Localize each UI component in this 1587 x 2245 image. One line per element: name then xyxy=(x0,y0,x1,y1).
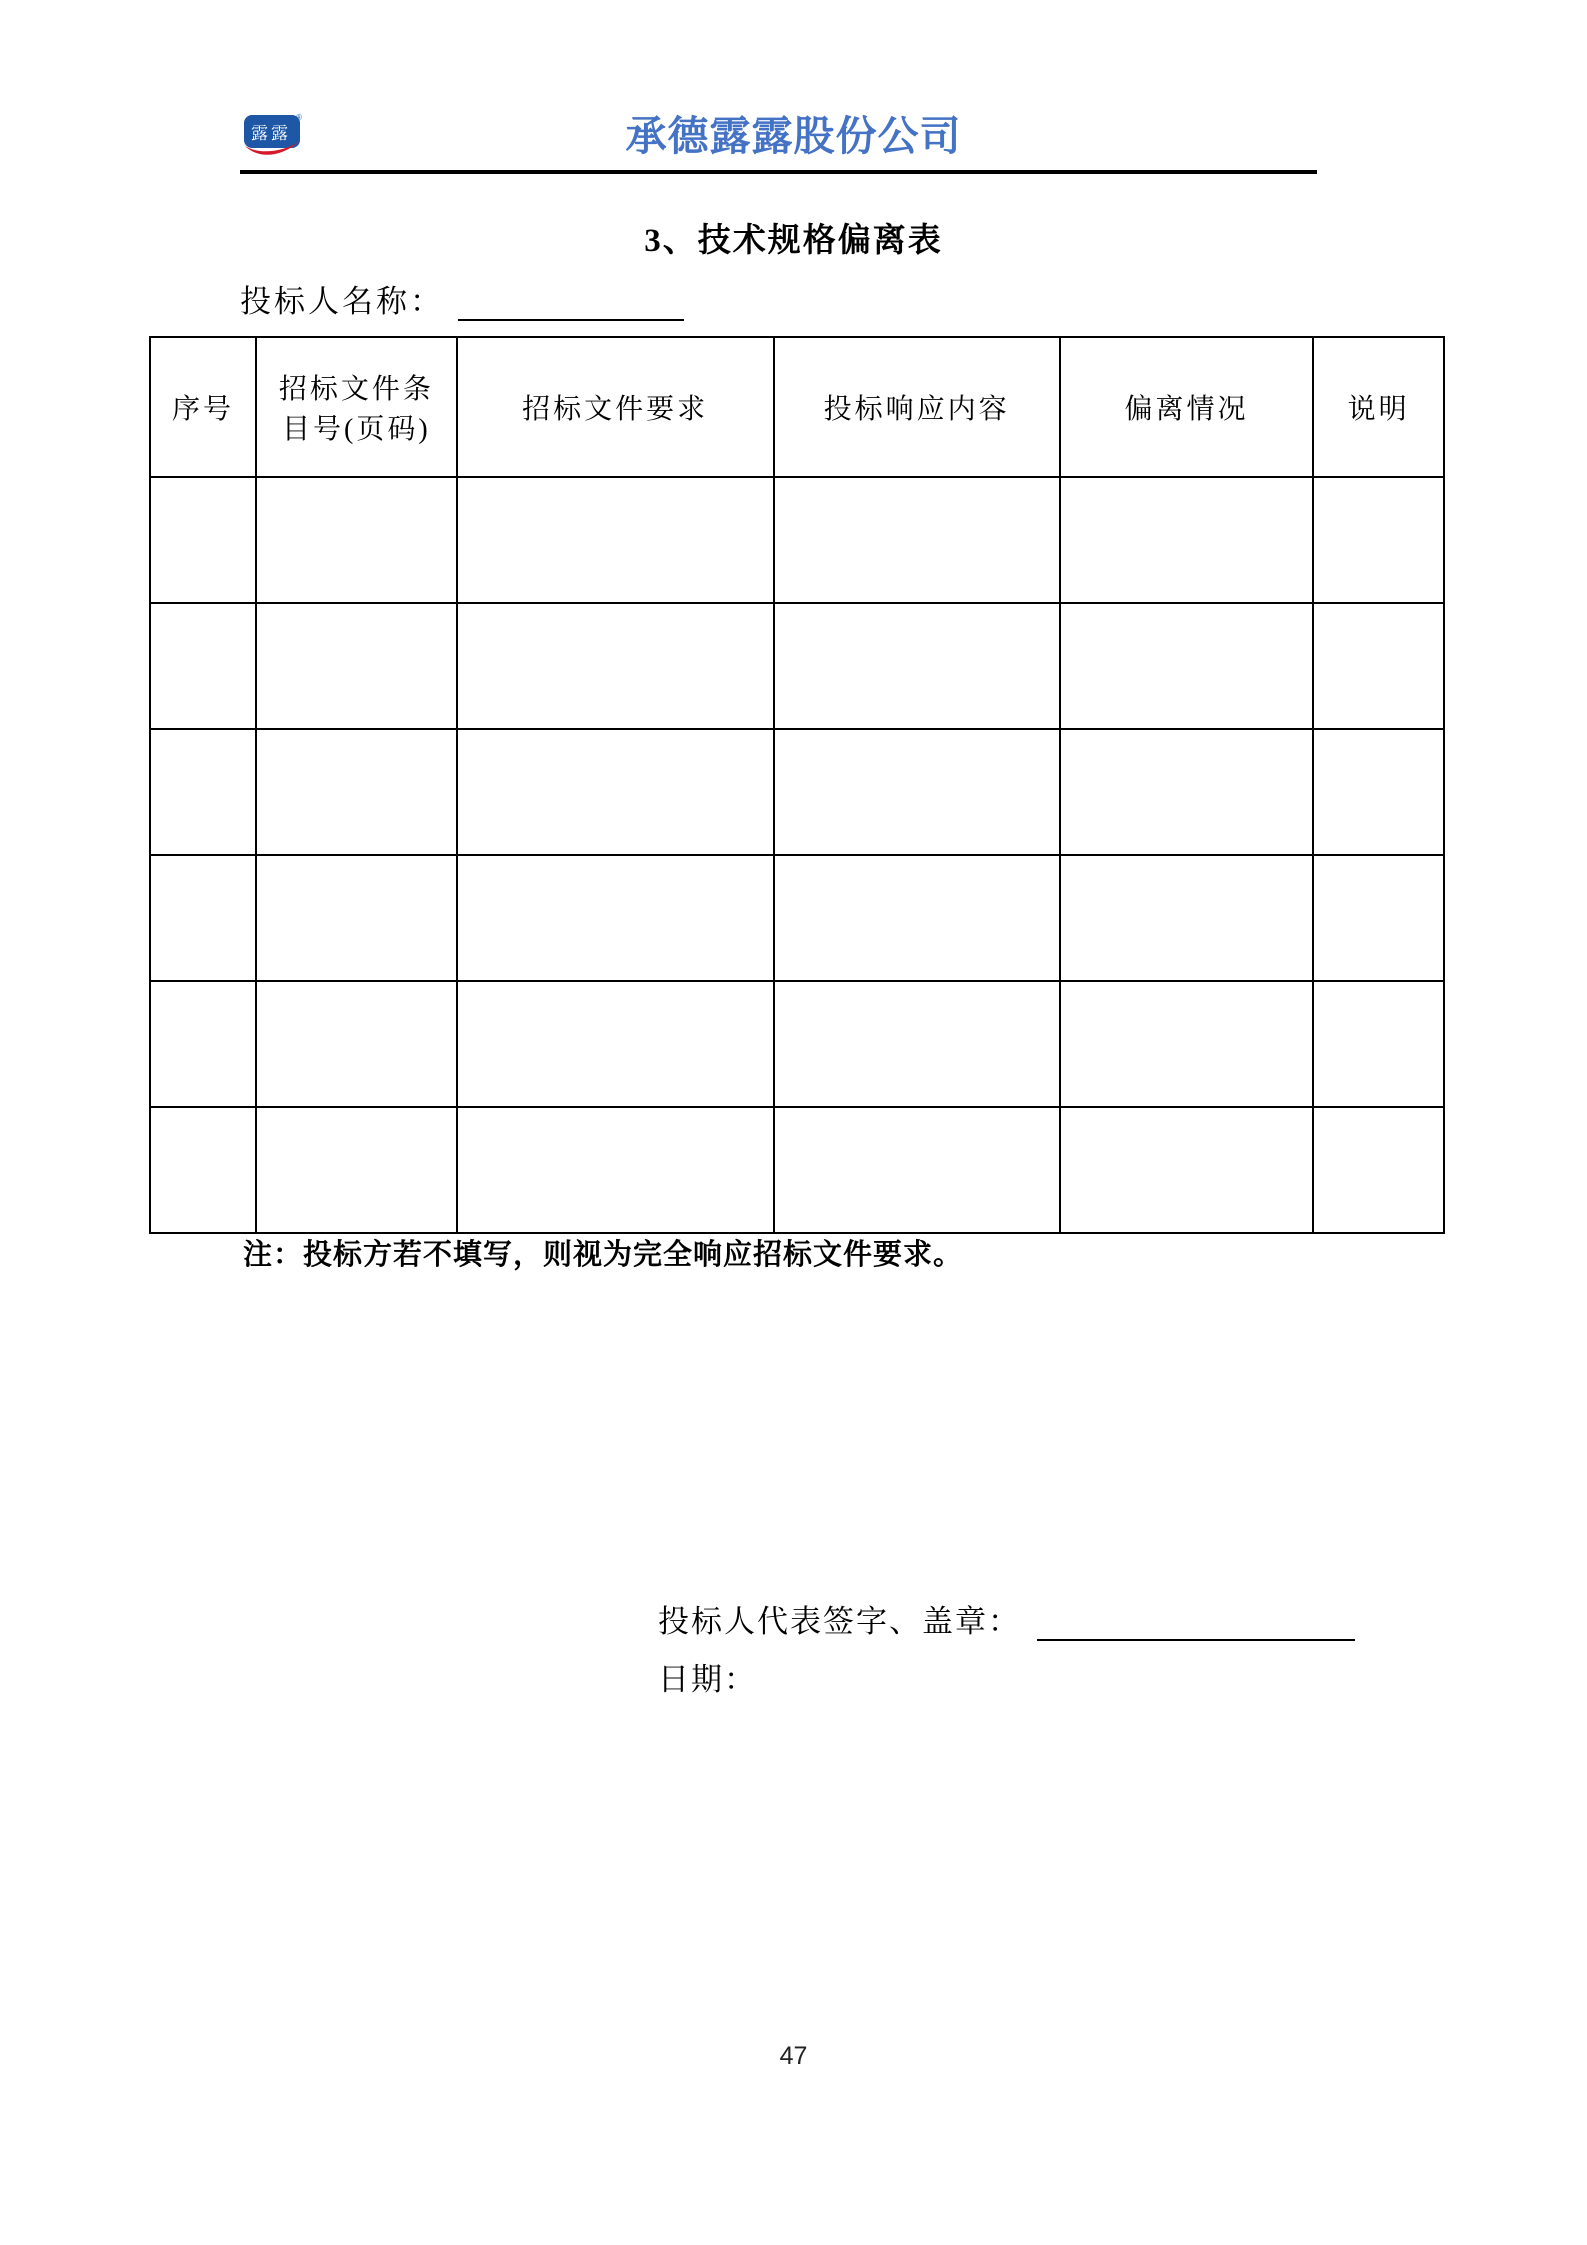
table-cell xyxy=(457,603,774,729)
table-cell xyxy=(457,855,774,981)
table-cell xyxy=(150,855,256,981)
signature-blank xyxy=(1037,1607,1355,1641)
svg-text:露露: 露露 xyxy=(251,124,291,143)
company-name: 承德露露股份公司 xyxy=(625,113,962,159)
header-divider xyxy=(240,170,1317,174)
date-label: 日期： xyxy=(658,1662,757,1697)
table-cell xyxy=(1313,1107,1444,1233)
table-cell xyxy=(256,729,457,855)
table-row xyxy=(150,1107,1444,1233)
table-note: 注：投标方若不填写，则视为完全响应招标文件要求。 xyxy=(243,1239,964,1271)
table-cell xyxy=(457,729,774,855)
table-row xyxy=(150,981,1444,1107)
bidder-name-line xyxy=(240,276,684,321)
table-header-row xyxy=(150,337,1444,477)
table-cell xyxy=(774,603,1060,729)
page-title: 3、技术规格偏离表 xyxy=(644,223,943,259)
table-cell xyxy=(774,729,1060,855)
table-cell xyxy=(1060,477,1314,603)
table-row xyxy=(150,855,1444,981)
col-header-req: 招标文件要求 xyxy=(457,337,774,477)
table-cell xyxy=(150,729,256,855)
col-header-response: 投标响应内容 xyxy=(774,337,1060,477)
col-header-seq: 序号 xyxy=(150,337,256,477)
table-cell xyxy=(256,477,457,603)
page-number: 47 xyxy=(779,2042,808,2070)
table-cell xyxy=(256,981,457,1107)
bidder-name-label: 投标人名称： xyxy=(240,284,444,319)
bidder-name-blank xyxy=(458,287,684,321)
table-cell xyxy=(1313,603,1444,729)
signature-line xyxy=(658,1596,1355,1641)
table-cell xyxy=(150,477,256,603)
table-cell xyxy=(457,981,774,1107)
deviation-table xyxy=(149,336,1445,1234)
table-cell xyxy=(150,981,256,1107)
table-cell xyxy=(1060,729,1314,855)
table-cell xyxy=(256,1107,457,1233)
table-cell xyxy=(256,855,457,981)
signature-label: 投标人代表签字、盖章： xyxy=(658,1604,1021,1639)
col-header-item-no: 招标文件条目号(页码) xyxy=(256,337,457,477)
table-cell xyxy=(1060,603,1314,729)
table-cell xyxy=(774,477,1060,603)
table-cell xyxy=(1060,981,1314,1107)
table-cell xyxy=(150,603,256,729)
table-cell xyxy=(1313,729,1444,855)
table-row xyxy=(150,477,1444,603)
table-cell xyxy=(256,603,457,729)
table-cell xyxy=(1060,1107,1314,1233)
table-row xyxy=(150,603,1444,729)
table-cell xyxy=(1313,981,1444,1107)
svg-text:®: ® xyxy=(296,113,302,122)
table-cell xyxy=(1060,855,1314,981)
deviation-table-body xyxy=(150,477,1444,1233)
table-cell xyxy=(1313,855,1444,981)
table-cell xyxy=(774,1107,1060,1233)
table-cell xyxy=(150,1107,256,1233)
table-cell xyxy=(457,477,774,603)
table-cell xyxy=(1313,477,1444,603)
table-cell xyxy=(457,1107,774,1233)
table-cell xyxy=(774,981,1060,1107)
col-header-remark: 说明 xyxy=(1313,337,1444,477)
table-row xyxy=(150,729,1444,855)
table-cell xyxy=(774,855,1060,981)
col-header-deviation: 偏离情况 xyxy=(1060,337,1314,477)
